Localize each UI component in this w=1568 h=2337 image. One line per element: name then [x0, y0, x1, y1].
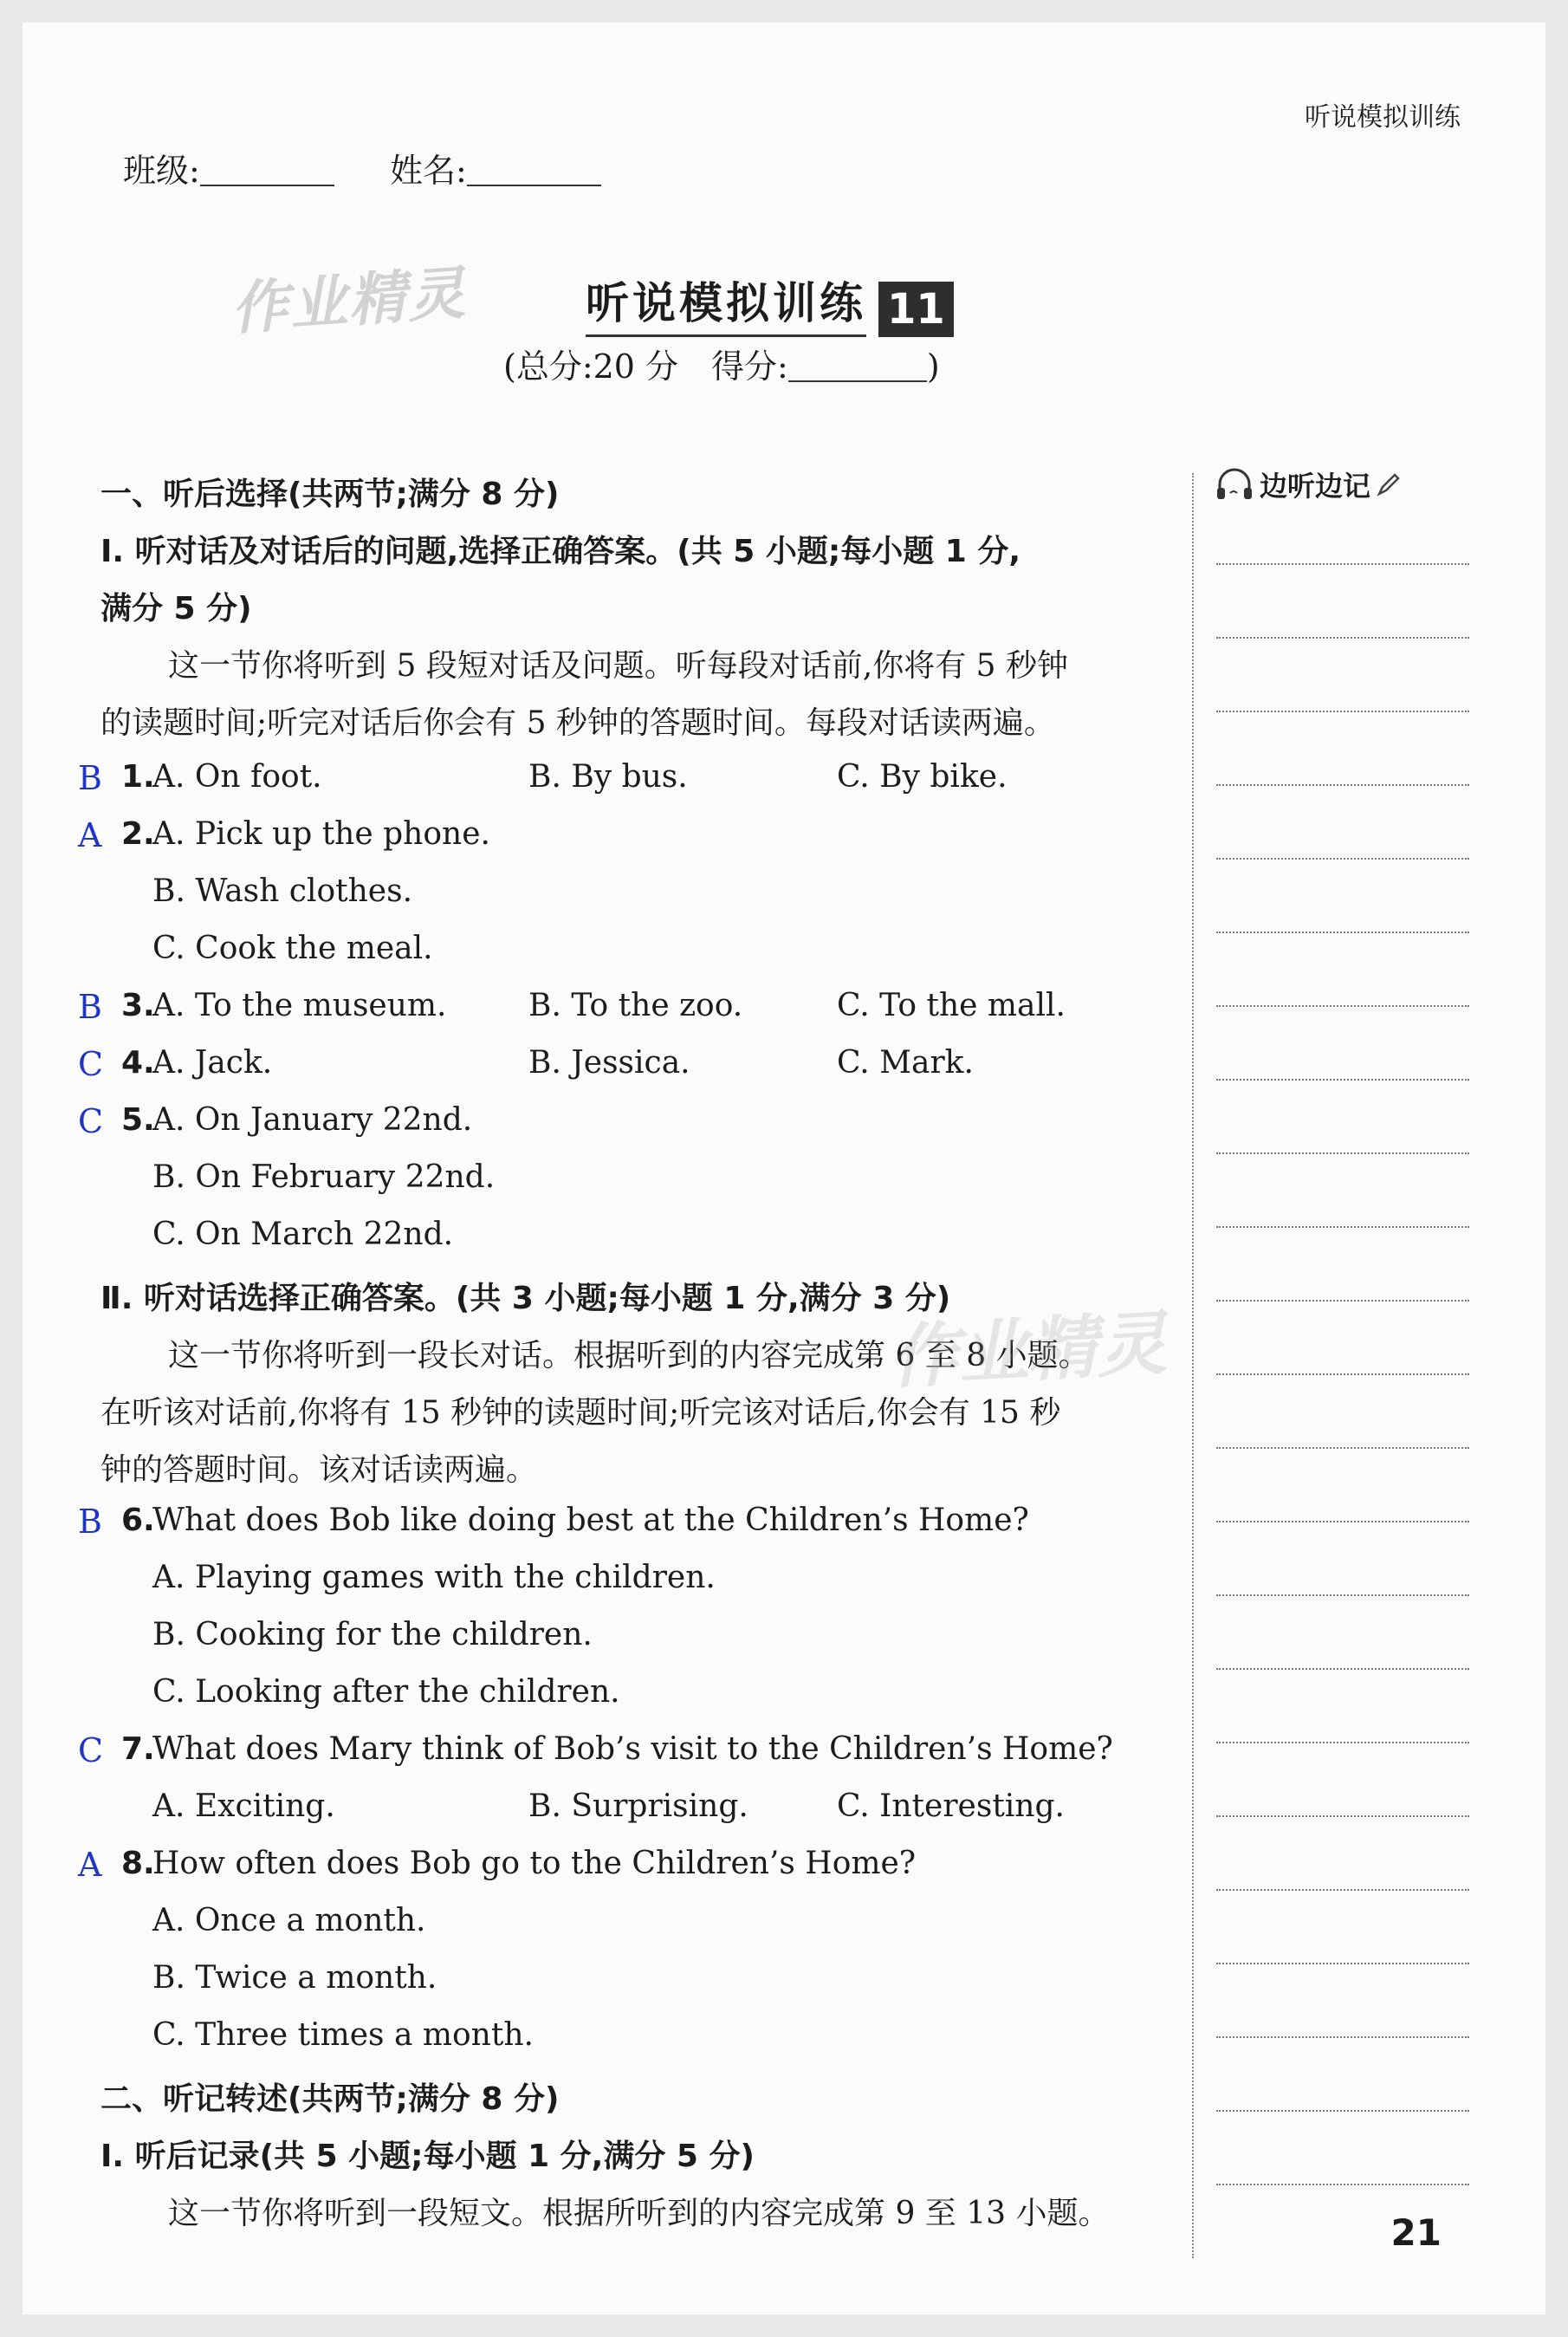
- answer-mark: B: [78, 759, 102, 797]
- part2-s1-instr: 这一节你将听到一段短文。根据所听到的内容完成第 9 至 13 小题。: [168, 2196, 1110, 2231]
- part2-s1-title: Ⅰ. 听后记录(共 5 小题;每小题 1 分,满分 5 分): [100, 2139, 755, 2174]
- headphones-icon: [1215, 467, 1254, 502]
- note-line: [1216, 1594, 1469, 1596]
- option-a[interactable]: A. To the museum.: [152, 988, 447, 1023]
- score-line: [503, 340, 940, 387]
- note-line: [1216, 1226, 1469, 1228]
- part1-s2-instr-l1: 这一节你将听到一段长对话。根据听到的内容完成第 6 至 8 小题。: [168, 1338, 1090, 1373]
- note-line: [1216, 784, 1469, 786]
- name-label: 姓名:: [390, 152, 467, 190]
- notes-header: [1215, 464, 1402, 504]
- watermark-center: 作业精灵: [887, 1302, 1169, 1399]
- option-c[interactable]: C. To the mall.: [837, 988, 1066, 1023]
- answer-mark: A: [78, 816, 102, 854]
- option-c[interactable]: C. Interesting.: [837, 1788, 1065, 1824]
- option-b[interactable]: B. Surprising.: [528, 1788, 748, 1824]
- part1-s2-title: Ⅱ. 听对话选择正确答案。(共 3 小题;每小题 1 分,满分 3 分): [100, 1281, 951, 1316]
- class-label: 班级:: [123, 152, 200, 190]
- option-c[interactable]: C. On March 22nd.: [152, 1217, 454, 1252]
- running-header: 听说模拟训练: [1305, 102, 1461, 133]
- note-line: [1216, 1815, 1469, 1817]
- note-line: [1216, 1152, 1469, 1154]
- score-text: (总分:20 分 得分:: [503, 347, 788, 386]
- option-c[interactable]: C. Mark.: [837, 1045, 974, 1081]
- note-line: [1216, 637, 1469, 639]
- answer-mark: C: [78, 1045, 104, 1083]
- part1-s1-instr-l1: 这一节你将听到 5 段短对话及问题。听每段对话前,你将有 5 秒钟: [168, 648, 1069, 684]
- option-b[interactable]: B. By bus.: [528, 759, 688, 795]
- option-a[interactable]: A. On foot.: [152, 759, 322, 795]
- class-blank[interactable]: [200, 185, 334, 186]
- part1-s1-title-l2: 满分 5 分): [100, 591, 252, 626]
- option-b[interactable]: B. Jessica.: [528, 1045, 690, 1081]
- part1-s1-title-l1: Ⅰ. 听对话及对话后的问题,选择正确答案。(共 5 小题;每小题 1 分,: [100, 534, 1021, 569]
- option-c[interactable]: C. Three times a month.: [152, 2017, 534, 2053]
- note-line: [1216, 1447, 1469, 1449]
- notes-title: 边听边记: [1260, 470, 1371, 503]
- note-line: [1216, 2184, 1469, 2185]
- option-a[interactable]: A. On January 22nd.: [152, 1102, 473, 1138]
- note-line: [1216, 1005, 1469, 1007]
- score-blank[interactable]: [788, 380, 927, 382]
- option-b[interactable]: B. Wash clothes.: [152, 873, 413, 909]
- question-number: 1.: [121, 759, 155, 795]
- option-a[interactable]: A. Pick up the phone.: [152, 816, 490, 852]
- answer-mark: C: [78, 1731, 104, 1769]
- note-line: [1216, 858, 1469, 860]
- title-badge: 11: [878, 282, 954, 337]
- part2-title: 二、听记转述(共两节;满分 8 分): [100, 2081, 560, 2117]
- part1-s2-instr-l3: 钟的答题时间。该对话读两遍。: [100, 1452, 538, 1488]
- name-blank[interactable]: [467, 185, 601, 186]
- answer-mark: B: [78, 1503, 102, 1541]
- option-c[interactable]: C. Cook the meal.: [152, 931, 433, 966]
- part1-s2-instr-l2: 在听该对话前,你将有 15 秒钟的读题时间;听完该对话后,你会有 15 秒: [100, 1395, 1061, 1431]
- note-line: [1216, 932, 1469, 933]
- option-a[interactable]: A. Playing games with the children.: [152, 1560, 716, 1595]
- page-number: 21: [1390, 2211, 1442, 2254]
- note-line: [1216, 1742, 1469, 1743]
- answer-mark: B: [78, 988, 102, 1026]
- option-a[interactable]: A. Exciting.: [152, 1788, 335, 1824]
- note-line: [1216, 1963, 1469, 1964]
- note-line: [1216, 563, 1469, 565]
- question-stem: What does Bob like doing best at the Children’s Home?: [152, 1503, 1029, 1538]
- note-line: [1216, 2110, 1469, 2112]
- option-a[interactable]: A. Once a month.: [152, 1903, 426, 1938]
- option-b[interactable]: B. To the zoo.: [528, 988, 743, 1023]
- question-number: 7.: [121, 1731, 155, 1767]
- pencil-icon: [1376, 471, 1402, 497]
- title-text: 听说模拟训练: [586, 269, 866, 337]
- part1-title: 一、听后选择(共两节;满分 8 分): [100, 477, 560, 512]
- answer-mark: A: [78, 1846, 102, 1884]
- question-number: 6.: [121, 1503, 155, 1538]
- page-title: [586, 269, 954, 337]
- question-number: 8.: [121, 1846, 155, 1881]
- note-line: [1216, 2036, 1469, 2038]
- note-line: [1216, 1300, 1469, 1302]
- class-name-line: [123, 144, 601, 192]
- question-stem: What does Mary think of Bob’s visit to the Children’s Home?: [152, 1731, 1113, 1767]
- part1-s1-instr-l2: 的读题时间;听完对话后你会有 5 秒钟的答题时间。每段对话读两遍。: [100, 705, 1055, 741]
- option-b[interactable]: B. Cooking for the children.: [152, 1617, 593, 1652]
- note-line: [1216, 1373, 1469, 1375]
- option-c[interactable]: C. Looking after the children.: [152, 1674, 620, 1710]
- question-number: 3.: [121, 988, 155, 1023]
- score-close: ): [926, 347, 940, 386]
- option-b[interactable]: B. Twice a month.: [152, 1960, 437, 1996]
- worksheet-page: [23, 23, 1545, 2314]
- note-line: [1216, 711, 1469, 712]
- question-number: 4.: [121, 1045, 155, 1081]
- note-line: [1216, 1521, 1469, 1522]
- option-a[interactable]: A. Jack.: [152, 1045, 273, 1081]
- option-b[interactable]: B. On February 22nd.: [152, 1159, 496, 1195]
- question-number: 2.: [121, 816, 155, 852]
- question-number: 5.: [121, 1102, 155, 1138]
- option-c[interactable]: C. By bike.: [837, 759, 1008, 795]
- answer-mark: C: [78, 1102, 104, 1140]
- note-line: [1216, 1668, 1469, 1670]
- watermark-logo: 作业精灵: [229, 259, 469, 343]
- question-stem: How often does Bob go to the Children’s Home?: [152, 1846, 917, 1881]
- note-line: [1216, 1889, 1469, 1891]
- note-line: [1216, 1079, 1469, 1081]
- column-divider: [1192, 473, 1194, 2258]
